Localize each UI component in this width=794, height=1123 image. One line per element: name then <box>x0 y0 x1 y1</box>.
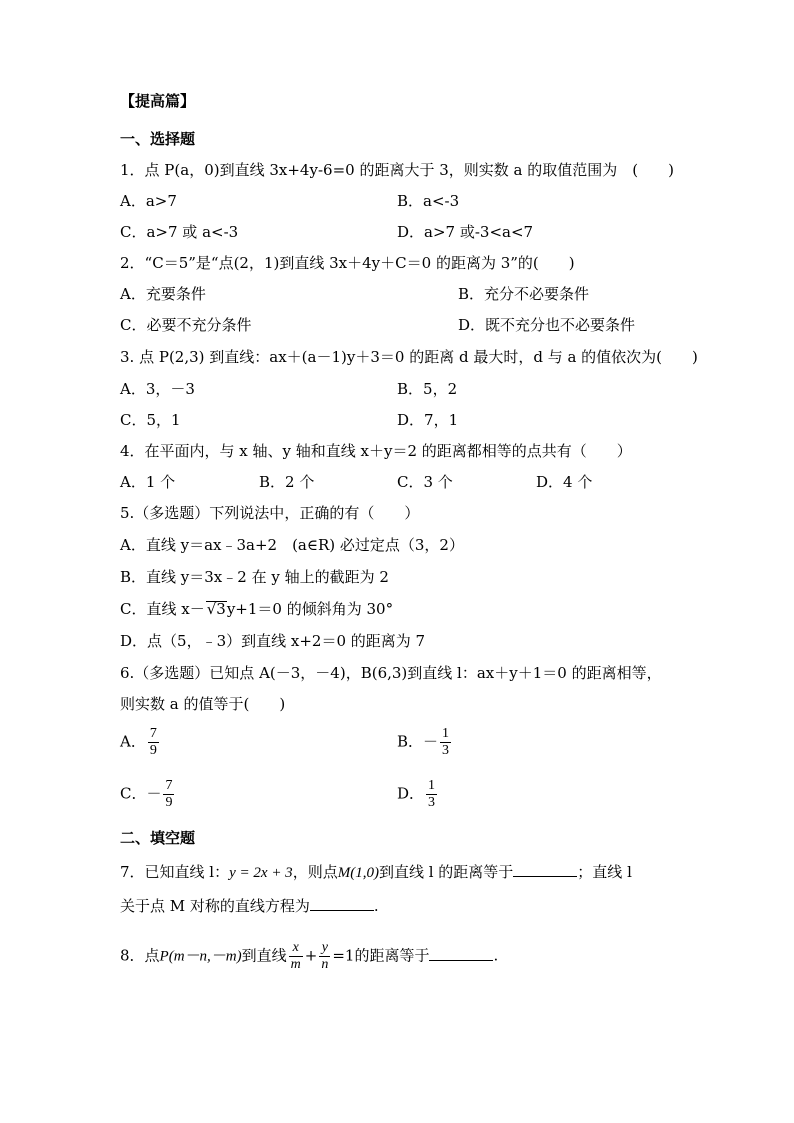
q6-option-d: D． $\frac{1}{3}$ <box>397 778 436 810</box>
question-8: 8．点P(m－n,－m)到直线 $\frac{x}{m}$ + $\frac{y}{n}$ =1的距离等于 . <box>120 940 499 972</box>
q1-option-c: C．a>7 或 a<-3 <box>120 223 239 241</box>
section-title-choice: 一、选择题 <box>120 130 196 148</box>
question-5: 5.（多选题）下列说法中，正确的有（ ） <box>120 504 420 522</box>
q6-option-a: A． $\frac{7}{9}$ <box>120 726 157 758</box>
q2-option-b: B．充分不必要条件 <box>458 285 590 303</box>
q6-option-c: C．－ $\frac{7}{9}$ <box>120 778 173 810</box>
q2-option-d: D．既不充分也不必要条件 <box>458 316 636 334</box>
question-2: 2．“C＝5”是“点(2，1)到直线 3x＋4y＋C＝0 的距离为 3”的( ) <box>120 254 575 272</box>
q5-option-c-rest: y+1＝0 的倾斜角为 30° <box>226 600 394 618</box>
q3-option-a: A．3，－3 <box>120 380 195 398</box>
q7-answer-blank-2[interactable] <box>310 896 374 911</box>
q3-option-d: D．7，1 <box>397 411 459 429</box>
q2-option-a: A．充要条件 <box>120 285 206 303</box>
q4-option-d: D．4 个 <box>536 473 593 491</box>
question-6-line1: 6.（多选题）已知点 A(－3，－4)，B(6,3)到直线 l：ax＋y＋1＝0 的距离相等， <box>120 664 662 682</box>
section-tag: 【提高篇】 <box>120 92 196 110</box>
q3-option-c: C．5，1 <box>120 411 181 429</box>
q6-option-b: B．－ $\frac{1}{3}$ <box>397 726 450 758</box>
question-3: 3. 点 P(2,3) 到直线：ax＋(a－1)y＋3＝0 的距离 d 最大时，d 与 a 的值依次为( ) <box>120 348 698 366</box>
question-1: 1．点 P(a，0)到直线 3x+4y-6=0 的距离大于 3，则实数 a 的取值范围为 ( ) <box>120 161 674 179</box>
q4-option-b: B．2 个 <box>259 473 315 491</box>
q4-option-c: C．3 个 <box>397 473 453 491</box>
q5-option-a: A．直线 y＝ax﹣3a+2 (a∈R) 必过定点（3，2） <box>120 536 464 554</box>
q5-option-b: B．直线 y＝3x﹣2 在 y 轴上的截距为 2 <box>120 568 389 586</box>
q4-option-a: A．1 个 <box>120 473 176 491</box>
question-7-line1: 7．已知直线 l：y = 2x + 3，则点M(1,0)到直线 l 的距离等于 ；直线 l <box>120 863 632 881</box>
section-title-fill: 二、填空题 <box>120 829 196 847</box>
q8-answer-blank[interactable] <box>429 946 493 961</box>
q1-option-a: A．a>7 <box>120 192 177 210</box>
q5-option-c-label: C．直线 x－ <box>120 600 205 618</box>
q5-option-c <box>120 599 393 619</box>
q1-option-b: B．a<-3 <box>397 192 460 210</box>
q5-option-d: D．点（5，﹣3）到直线 x+2＝0 的距离为 7 <box>120 632 426 650</box>
question-4: 4．在平面内，与 x 轴、y 轴和直线 x＋y＝2 的距离都相等的点共有（ ） <box>120 442 632 460</box>
q1-option-d: D．a>7 或-3<a<7 <box>397 223 534 241</box>
sqrt-3: √3 <box>206 600 226 618</box>
q2-option-c: C．必要不充分条件 <box>120 316 252 334</box>
question-6-line2: 则实数 a 的值等于( ) <box>120 695 286 713</box>
q3-option-b: B．5，2 <box>397 380 458 398</box>
question-7-line2: 关于点 M 对称的直线方程为 . <box>120 897 379 915</box>
q7-answer-blank-1[interactable] <box>513 862 577 877</box>
